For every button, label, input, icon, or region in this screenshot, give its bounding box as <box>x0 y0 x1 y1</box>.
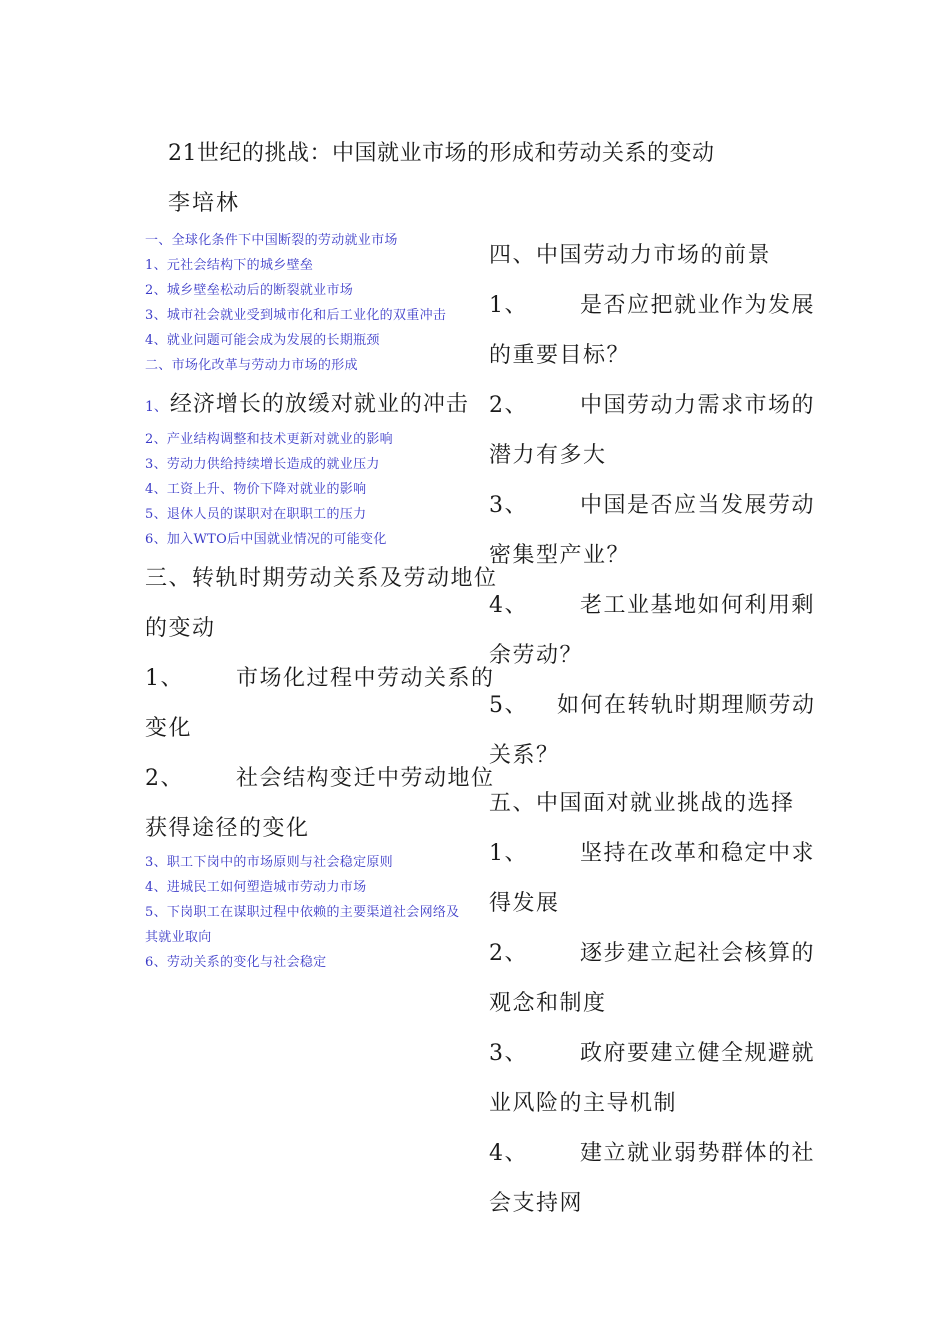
item-5-1-number: 1、 <box>489 841 528 866</box>
item-4-5-cont: 关系？ <box>489 743 560 768</box>
heading-section-3: 三、转轨时期劳动关系及劳动地位 <box>145 566 498 591</box>
heading-2-1 <box>145 387 469 418</box>
item-4-4-cont: 余劳动？ <box>489 643 584 668</box>
toc-link-3-3[interactable]: 3、职工下岗中的市场原则与社会稳定原则 <box>145 855 393 870</box>
item-3-1-number: 1、 <box>145 666 184 691</box>
toc-link-1-1[interactable]: 1、元社会结构下的城乡壁垒 <box>145 258 314 273</box>
toc-link-section-1[interactable]: 一、全球化条件下中国断裂的劳动就业市场 <box>145 233 398 248</box>
toc-link-3-4[interactable]: 4、进城民工如何塑造城市劳动力市场 <box>145 880 367 895</box>
item-3-2-text: 社会结构变迁中劳动地位 <box>236 766 495 791</box>
document-title: 21世纪的挑战：中国就业市场的形成和劳动关系的变动 <box>168 141 715 166</box>
item-4-1-number: 1、 <box>489 293 528 318</box>
item-4-3-text: 中国是否应当发展劳动 <box>580 493 816 518</box>
item-5-3-cont: 业风险的主导机制 <box>489 1091 678 1116</box>
item-4-4-number: 4、 <box>489 593 528 618</box>
toc-link-1-3[interactable]: 3、城市社会就业受到城市化和后工业化的双重冲击 <box>145 308 447 323</box>
item-3-1-text: 市场化过程中劳动关系的 <box>236 666 495 691</box>
item-4-1-cont: 的重要目标？ <box>489 343 631 368</box>
toc-link-2-5[interactable]: 5、退休人员的谋职对在职职工的压力 <box>145 507 367 522</box>
item-4-2-number: 2、 <box>489 393 528 418</box>
heading-2-1-number[interactable]: 1、 <box>145 399 168 415</box>
item-3-2-cont: 获得途径的变化 <box>145 816 310 841</box>
item-5-4-cont: 会支持网 <box>489 1191 584 1216</box>
item-5-2-cont: 观念和制度 <box>489 991 607 1016</box>
item-5-2-number: 2、 <box>489 941 528 966</box>
item-4-4-text: 老工业基地如何利用剩 <box>580 593 816 618</box>
toc-link-1-2[interactable]: 2、城乡壁垒松动后的断裂就业市场 <box>145 283 354 298</box>
item-5-1-text: 坚持在改革和稳定中求 <box>580 841 816 866</box>
author-name: 李培林 <box>168 191 241 216</box>
toc-link-section-2[interactable]: 二、市场化改革与劳动力市场的形成 <box>145 358 358 373</box>
toc-link-2-3[interactable]: 3、劳动力供给持续增长造成的就业压力 <box>145 457 380 472</box>
toc-link-2-6[interactable]: 6、加入WTO后中国就业情况的可能变化 <box>145 532 387 547</box>
item-4-3-number: 3、 <box>489 493 528 518</box>
heading-section-3-cont: 的变动 <box>145 616 216 641</box>
toc-link-2-4[interactable]: 4、工资上升、物价下降对就业的影响 <box>145 482 367 497</box>
item-4-2-text: 中国劳动力需求市场的 <box>580 393 816 418</box>
item-5-4-number: 4、 <box>489 1141 528 1166</box>
item-4-3-cont: 密集型产业？ <box>489 543 631 568</box>
item-5-4-text: 建立就业弱势群体的社 <box>580 1141 816 1166</box>
item-4-1-text: 是否应把就业作为发展 <box>580 293 816 318</box>
item-4-5-number: 5、 <box>489 693 528 718</box>
toc-link-1-4[interactable]: 4、就业问题可能会成为发展的长期瓶颈 <box>145 333 380 348</box>
item-5-3-text: 政府要建立健全规避就 <box>580 1041 816 1066</box>
item-3-2-number: 2、 <box>145 766 184 791</box>
item-3-1-cont: 变化 <box>145 716 193 741</box>
toc-link-2-2[interactable]: 2、产业结构调整和技术更新对就业的影响 <box>145 432 393 447</box>
item-4-2-cont: 潜力有多大 <box>489 443 607 468</box>
toc-link-3-5-cont[interactable]: 其就业取向 <box>145 930 212 945</box>
toc-link-3-5[interactable]: 5、下岗职工在谋职过程中依赖的主要渠道社会网络及 <box>145 905 460 920</box>
item-4-5-text: 如何在转轨时期理顺劳动 <box>557 693 816 718</box>
heading-section-5: 五、中国面对就业挑战的选择 <box>489 791 795 816</box>
heading-section-4: 四、中国劳动力市场的前景 <box>489 243 772 268</box>
heading-2-1-text: 经济增长的放缓对就业的冲击 <box>169 392 469 417</box>
toc-link-3-6[interactable]: 6、劳动关系的变化与社会稳定 <box>145 955 327 970</box>
item-5-3-number: 3、 <box>489 1041 528 1066</box>
item-5-1-cont: 得发展 <box>489 891 560 916</box>
item-5-2-text: 逐步建立起社会核算的 <box>580 941 816 966</box>
